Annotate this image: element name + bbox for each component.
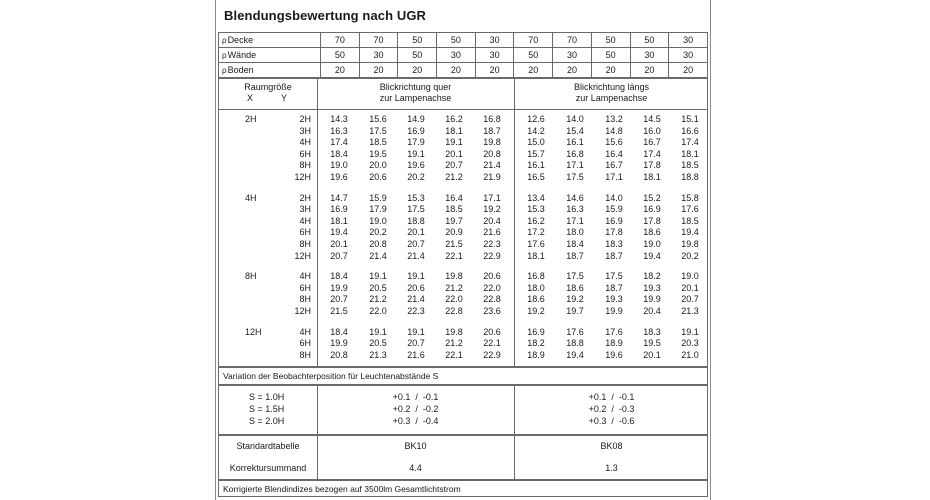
standard-laengs: BK08 [600, 441, 623, 451]
ugr-value: 19.8 [483, 137, 501, 148]
room-y-value: 2H [299, 114, 311, 124]
rho-symbol: ρ [222, 51, 227, 60]
ugr-value: 16.9 [605, 215, 623, 226]
room-y-value: 4H [299, 215, 311, 226]
ugr-value: 22.9 [483, 349, 501, 360]
header-cell: 30 [475, 48, 514, 63]
header-row-label [219, 63, 321, 78]
header-cell: 20 [398, 63, 437, 78]
ugr-value: 19.6 [605, 349, 623, 360]
header-cell: 30 [475, 33, 514, 48]
ugr-value: 19.1 [407, 326, 425, 337]
ugr-value: 16.9 [643, 204, 661, 215]
ugr-value: 18.5 [369, 137, 387, 148]
correction-quer: 4.4 [409, 463, 422, 473]
ugr-value: 18.0 [566, 227, 584, 238]
ugr-value: 14.8 [605, 125, 623, 136]
room-y-value: 4H [299, 271, 311, 282]
ugr-value: 16.9 [330, 204, 348, 215]
ugr-value: 17.8 [605, 227, 623, 238]
variation-title-box [218, 367, 708, 385]
ugr-value: 19.0 [643, 239, 661, 249]
ugr-value: 19.4 [330, 227, 348, 238]
ugr-value: 14.3 [330, 114, 348, 124]
variation-laengs: +0.2 / -0.3 [588, 404, 635, 414]
header-cell: 50 [514, 48, 553, 63]
room-y-value: 8H [299, 294, 311, 305]
ugr-value: 22.1 [445, 349, 463, 360]
ugr-value: 19.9 [330, 338, 348, 349]
header-cell: 20 [553, 63, 592, 78]
ugr-value: 21.4 [369, 250, 387, 261]
ugr-value: 19.5 [369, 148, 387, 159]
view-laengs-line2: zur Lampenachse [575, 93, 648, 103]
ugr-value: 15.0 [527, 137, 545, 148]
ugr-value: 17.6 [566, 326, 584, 337]
ugr-value: 16.5 [527, 172, 545, 182]
ugr-value: 15.6 [369, 114, 387, 124]
header-cell: 50 [591, 33, 630, 48]
ugr-value: 21.6 [483, 227, 501, 238]
header-cell: 20 [669, 63, 708, 78]
ugr-value: 18.7 [566, 250, 584, 261]
ugr-value: 15.9 [369, 192, 387, 203]
ugr-value: 19.8 [445, 271, 463, 282]
header-cell: 70 [514, 33, 553, 48]
header-label-text: Decke [227, 35, 254, 45]
standard-quer: BK10 [404, 441, 427, 451]
ugr-value: 18.7 [483, 125, 501, 136]
header-cell: 20 [591, 63, 630, 78]
ugr-value: 13.4 [527, 192, 545, 203]
ugr-value: 15.7 [527, 148, 545, 159]
ugr-value: 17.6 [527, 239, 545, 249]
ugr-value: 18.6 [566, 282, 584, 293]
ugr-value: 22.0 [445, 294, 463, 305]
page-title: Blendungsbewertung nach UGR [224, 8, 427, 23]
ugr-value: 17.1 [483, 192, 501, 203]
header-cell: 20 [359, 63, 398, 78]
header-row-label [219, 33, 321, 48]
ugr-value: 19.2 [527, 306, 545, 316]
ugr-value: 20.6 [483, 326, 501, 337]
rho-symbol: ρ [222, 66, 227, 75]
header-cell: 50 [591, 48, 630, 63]
spacing-label: S = 1.0H [249, 392, 285, 402]
ugr-value: 22.1 [445, 250, 463, 261]
ugr-value: 22.1 [483, 338, 501, 349]
variation-quer: +0.2 / -0.2 [392, 404, 439, 414]
header-cell: 30 [437, 48, 476, 63]
ugr-value: 20.9 [445, 227, 463, 238]
variation-laengs: +0.3 / -0.6 [588, 416, 635, 426]
ugr-value: 16.8 [483, 114, 501, 124]
ugr-value: 20.8 [369, 239, 387, 249]
room-size-label: Raumgröße [244, 82, 292, 92]
room-x-value: 12H [245, 326, 262, 337]
ugr-value: 16.2 [445, 114, 463, 124]
ugr-value: 17.2 [527, 227, 545, 238]
ugr-value: 18.4 [330, 148, 348, 159]
ugr-value: 16.9 [407, 125, 425, 136]
ugr-value: 18.1 [681, 148, 699, 159]
ugr-value: 18.9 [527, 349, 545, 360]
room-y-value: 8H [299, 349, 311, 360]
ugr-value: 19.9 [330, 282, 348, 293]
ugr-value: 22.9 [483, 250, 501, 261]
ugr-value: 20.2 [681, 250, 699, 261]
ugr-value: 18.8 [407, 215, 425, 226]
room-y-value: 4H [299, 326, 311, 337]
ugr-value: 18.6 [643, 227, 661, 238]
room-y-value: 6H [299, 148, 311, 159]
variation-quer: +0.1 / -0.1 [392, 392, 439, 402]
ugr-value: 18.1 [445, 125, 463, 136]
ugr-value: 14.6 [566, 192, 584, 203]
ugr-value: 18.4 [566, 239, 584, 249]
ugr-value: 15.9 [605, 204, 623, 215]
standard-label: Standardtabelle [236, 441, 300, 451]
ugr-value: 16.3 [330, 125, 348, 136]
ugr-value: 20.3 [681, 338, 699, 349]
ugr-value: 19.0 [369, 215, 387, 226]
ugr-value: 18.9 [605, 338, 623, 349]
ugr-value: 19.8 [681, 239, 699, 249]
header-cell: 50 [630, 33, 669, 48]
ugr-value: 17.1 [605, 172, 623, 182]
ugr-value: 15.3 [407, 192, 425, 203]
ugr-value: 16.9 [527, 326, 545, 337]
ugr-value: 18.2 [643, 271, 661, 282]
ugr-value: 15.4 [566, 125, 584, 136]
ugr-value: 20.8 [483, 148, 501, 159]
header-cell: 30 [669, 33, 708, 48]
ugr-value: 21.2 [445, 282, 463, 293]
room-x-value: 4H [245, 192, 257, 203]
ugr-value: 19.9 [643, 294, 661, 305]
ugr-value: 19.0 [330, 160, 348, 171]
footer-note: Korrigierte Blendindizes bezogen auf 3500lm Gesamtlichtstrom [223, 484, 461, 494]
ugr-value: 19.1 [445, 137, 463, 148]
header-cell: 20 [437, 63, 476, 78]
ugr-value: 20.7 [330, 250, 348, 261]
header-cell: 30 [630, 48, 669, 63]
header-row [219, 48, 708, 63]
ugr-value: 17.4 [330, 137, 348, 148]
view-laengs-line1: Blickrichtung längs [573, 82, 650, 92]
ugr-value: 18.0 [527, 282, 545, 293]
ugr-value: 19.4 [643, 250, 661, 261]
room-y-value: 2H [299, 192, 311, 203]
ugr-value: 20.7 [681, 294, 699, 305]
ugr-value: 22.3 [407, 306, 425, 316]
ugr-value: 14.5 [643, 114, 661, 124]
correction-box [218, 435, 708, 480]
ugr-value: 18.1 [643, 172, 661, 182]
header-cell: 50 [398, 48, 437, 63]
ugr-value: 18.2 [527, 338, 545, 349]
header-cell: 50 [437, 33, 476, 48]
header-cell: 20 [514, 63, 553, 78]
ugr-value: 21.5 [330, 306, 348, 316]
ugr-value: 18.3 [605, 239, 623, 249]
ugr-value: 20.7 [330, 294, 348, 305]
header-cell: 70 [321, 33, 360, 48]
ugr-value: 17.9 [407, 137, 425, 148]
room-y-value: 8H [299, 239, 311, 249]
ugr-value: 22.3 [483, 239, 501, 249]
header-row-label [219, 48, 321, 63]
ugr-value: 20.6 [369, 172, 387, 182]
header-cell: 20 [321, 63, 360, 78]
ugr-value: 17.4 [643, 148, 661, 159]
ugr-value: 14.9 [407, 114, 425, 124]
ugr-value: 19.1 [369, 326, 387, 337]
ugr-value: 21.4 [483, 160, 501, 171]
variation-laengs: +0.1 / -0.1 [588, 392, 635, 402]
ugr-value: 15.2 [643, 192, 661, 203]
ugr-value: 22.8 [483, 294, 501, 305]
ugr-value: 19.1 [407, 148, 425, 159]
ugr-value: 20.7 [445, 160, 463, 171]
ugr-value: 14.7 [330, 192, 348, 203]
room-x-value: 8H [245, 271, 257, 282]
rho-symbol: ρ [222, 36, 227, 45]
ugr-value: 14.2 [527, 125, 545, 136]
header-cell: 30 [669, 48, 708, 63]
view-quer-line1: Blickrichtung quer [379, 82, 452, 92]
room-y-value: 3H [299, 125, 311, 136]
ugr-value: 16.6 [681, 125, 699, 136]
ugr-value: 16.4 [605, 148, 623, 159]
ugr-value: 16.8 [566, 148, 584, 159]
room-x-value: 2H [245, 114, 257, 124]
room-y-value: 12H [294, 250, 311, 261]
ugr-value: 17.1 [566, 160, 584, 171]
ugr-value: 19.3 [643, 282, 661, 293]
ugr-value: 19.1 [681, 326, 699, 337]
ugr-value: 20.1 [681, 282, 699, 293]
footer-box [218, 480, 708, 497]
ugr-value: 19.3 [605, 294, 623, 305]
room-y-value: 6H [299, 282, 311, 293]
ugr-value: 21.9 [483, 172, 501, 182]
ugr-value: 18.4 [330, 326, 348, 337]
ugr-value: 16.7 [643, 137, 661, 148]
y-label: Y [281, 93, 288, 103]
ugr-value: 18.3 [643, 326, 661, 337]
ugr-value: 16.4 [445, 192, 463, 203]
ugr-value: 18.5 [445, 204, 463, 215]
ugr-value: 17.5 [566, 172, 584, 182]
ugr-value: 18.7 [605, 250, 623, 261]
ugr-value: 15.8 [681, 192, 699, 203]
ugr-value: 23.6 [483, 306, 501, 316]
ugr-table [218, 78, 708, 367]
ugr-value: 15.6 [605, 137, 623, 148]
ugr-value: 19.6 [330, 172, 348, 182]
room-y-value: 4H [299, 137, 311, 148]
ugr-value: 17.1 [566, 215, 584, 226]
header-label-text: Boden [227, 65, 254, 75]
header-row [219, 63, 708, 78]
ugr-value: 18.8 [681, 172, 699, 182]
ugr-value: 20.1 [445, 148, 463, 159]
spacing-label: S = 2.0H [249, 416, 285, 426]
ugr-value: 19.5 [643, 338, 661, 349]
ugr-value: 18.4 [330, 271, 348, 282]
header-cell: 70 [359, 33, 398, 48]
correction-laengs: 1.3 [605, 463, 618, 473]
ugr-value: 20.7 [407, 338, 425, 349]
ugr-value: 18.8 [566, 338, 584, 349]
ugr-value: 13.2 [605, 114, 623, 124]
header-label-text: Wände [227, 50, 257, 60]
ugr-value: 19.4 [681, 227, 699, 238]
header-cell: 50 [321, 48, 360, 63]
ugr-value: 15.1 [681, 114, 699, 124]
ugr-value: 19.0 [681, 271, 699, 282]
ugr-value: 20.1 [643, 349, 661, 360]
ugr-value: 19.9 [605, 306, 623, 316]
ugr-value: 21.2 [369, 294, 387, 305]
ugr-value: 19.1 [369, 271, 387, 282]
ugr-value: 19.7 [445, 215, 463, 226]
correction-label: Korrektursummand [229, 463, 307, 473]
ugr-value: 16.3 [566, 204, 584, 215]
ugr-value: 21.3 [681, 306, 699, 316]
ugr-value: 18.5 [681, 160, 699, 171]
ugr-value: 20.1 [330, 239, 348, 249]
room-y-value: 6H [299, 227, 311, 238]
ugr-value: 16.7 [605, 160, 623, 171]
ugr-value: 17.6 [605, 326, 623, 337]
ugr-value: 17.8 [643, 215, 661, 226]
ugr-value: 20.4 [483, 215, 501, 226]
header-cell: 20 [630, 63, 669, 78]
ugr-value: 16.0 [643, 125, 661, 136]
ugr-sheet [215, 0, 711, 500]
ugr-value: 20.5 [369, 338, 387, 349]
ugr-value: 19.8 [445, 326, 463, 337]
ugr-value: 20.2 [369, 227, 387, 238]
ugr-value: 20.0 [369, 160, 387, 171]
ugr-value: 12.6 [527, 114, 545, 124]
ugr-value: 20.5 [369, 282, 387, 293]
ugr-value: 16.1 [566, 137, 584, 148]
ugr-value: 14.0 [566, 114, 584, 124]
header-cell: 50 [398, 33, 437, 48]
ugr-value: 18.1 [527, 250, 545, 261]
ugr-value: 22.0 [369, 306, 387, 316]
room-y-value: 12H [294, 172, 311, 182]
ugr-value: 17.5 [369, 125, 387, 136]
ugr-value: 19.7 [566, 306, 584, 316]
header-row [219, 33, 708, 48]
ugr-value: 21.6 [407, 349, 425, 360]
ugr-value: 20.8 [330, 349, 348, 360]
room-y-value: 12H [294, 306, 311, 316]
ugr-value: 17.6 [681, 204, 699, 215]
ugr-value: 20.2 [407, 172, 425, 182]
ugr-value: 20.7 [407, 239, 425, 249]
ugr-value: 22.0 [483, 282, 501, 293]
spacing-label: S = 1.5H [249, 404, 285, 414]
ugr-value: 21.4 [407, 250, 425, 261]
header-cell: 20 [475, 63, 514, 78]
ugr-value: 21.2 [445, 172, 463, 182]
ugr-value: 17.9 [369, 204, 387, 215]
variation-title: Variation der Beobachterposition für Leuchtenabstände S [223, 371, 439, 381]
ugr-value: 20.4 [643, 306, 661, 316]
room-y-value: 3H [299, 204, 311, 215]
ugr-value: 16.8 [527, 271, 545, 282]
reflectance-header [218, 32, 708, 78]
ugr-value: 19.1 [407, 271, 425, 282]
ugr-value: 16.1 [527, 160, 545, 171]
ugr-value: 17.5 [566, 271, 584, 282]
ugr-value: 18.6 [527, 294, 545, 305]
ugr-value: 19.2 [483, 204, 501, 215]
ugr-value: 20.6 [407, 282, 425, 293]
variation-quer: +0.3 / -0.4 [392, 416, 439, 426]
ugr-value: 14.0 [605, 192, 623, 203]
ugr-value: 20.1 [407, 227, 425, 238]
ugr-value: 19.4 [566, 349, 584, 360]
room-y-value: 8H [299, 160, 311, 171]
ugr-value: 18.5 [681, 215, 699, 226]
header-cell: 30 [359, 48, 398, 63]
ugr-value: 17.5 [407, 204, 425, 215]
ugr-value: 19.6 [407, 160, 425, 171]
x-label: X [247, 93, 254, 103]
view-quer-line2: zur Lampenachse [379, 93, 452, 103]
ugr-value: 22.8 [445, 306, 463, 316]
ugr-value: 17.8 [643, 160, 661, 171]
ugr-value: 18.1 [330, 215, 348, 226]
ugr-value: 21.4 [407, 294, 425, 305]
ugr-value: 16.2 [527, 215, 545, 226]
ugr-value: 21.2 [445, 338, 463, 349]
variation-box [218, 385, 708, 435]
ugr-value: 20.6 [483, 271, 501, 282]
ugr-value: 21.5 [445, 239, 463, 249]
ugr-value: 15.3 [527, 204, 545, 215]
ugr-value: 18.7 [605, 282, 623, 293]
ugr-value: 21.0 [681, 349, 699, 360]
ugr-value: 17.5 [605, 271, 623, 282]
ugr-value: 21.3 [369, 349, 387, 360]
room-y-value: 6H [299, 338, 311, 349]
ugr-value: 17.4 [681, 137, 699, 148]
ugr-value: 19.2 [566, 294, 584, 305]
header-cell: 70 [553, 33, 592, 48]
header-cell: 30 [553, 48, 592, 63]
